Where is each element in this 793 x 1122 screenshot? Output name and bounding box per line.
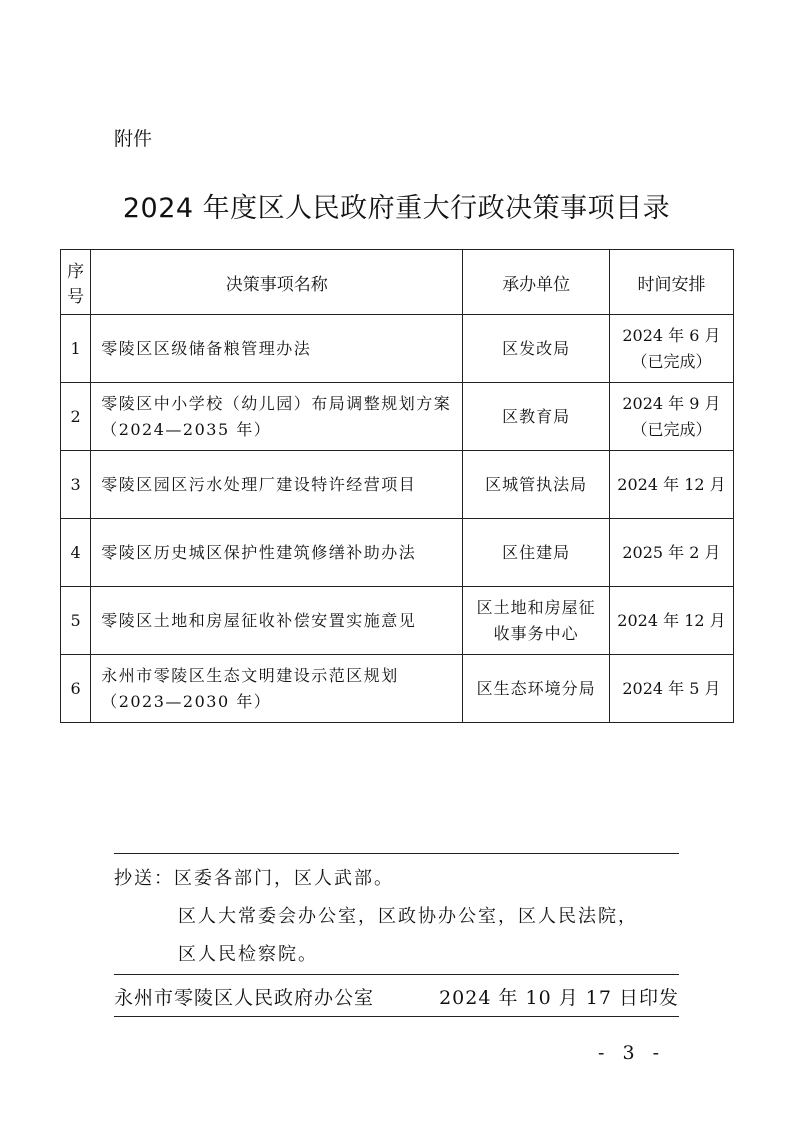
- table-row: [61, 587, 734, 655]
- header-no: 序号: [61, 250, 91, 315]
- row-time-status: （已完成）: [631, 419, 712, 439]
- cc-line-2: 区人大常委会办公室，区政协办公室，区人民法院，: [178, 906, 638, 927]
- document-title: 2024 年度区人民政府重大行政决策事项目录: [122, 193, 671, 224]
- table-row: [61, 519, 734, 587]
- row-name: 零陵区区级储备粮管理办法: [91, 315, 463, 383]
- row-time-date: 2024 年 12 月: [617, 610, 726, 630]
- row-time-date: 2024 年 5 月: [622, 678, 721, 698]
- row-unit: 区发改局: [463, 315, 610, 383]
- footer-bottom-rule: [114, 1016, 679, 1017]
- row-time-date: 2025 年 2 月: [622, 542, 721, 562]
- row-no: 2: [61, 383, 91, 451]
- row-time: [609, 655, 733, 723]
- decision-items-table: [60, 249, 734, 723]
- table-row: [61, 383, 734, 451]
- row-name: 零陵区土地和房屋征收补偿安置实施意见: [91, 587, 463, 655]
- row-no: 1: [61, 315, 91, 383]
- table-header-row: [61, 250, 734, 315]
- issue-line: [114, 975, 679, 1016]
- row-name: 永州市零陵区生态文明建设示范区规划（2023—2030 年）: [91, 655, 463, 723]
- cc-block: [114, 854, 679, 974]
- table-row: [61, 315, 734, 383]
- row-unit: 区生态环境分局: [463, 655, 610, 723]
- cc-line-3: 区人民检察院。: [178, 944, 318, 965]
- row-time-date: 2024 年 9 月: [622, 393, 721, 413]
- header-unit: 承办单位: [463, 250, 610, 315]
- distribution-footer: [114, 853, 679, 1017]
- row-time: [609, 315, 733, 383]
- row-name: 零陵区园区污水处理厂建设特许经营项目: [91, 451, 463, 519]
- table-row: [61, 655, 734, 723]
- page-number: - 3 -: [598, 1042, 666, 1064]
- issuer: 永州市零陵区人民政府办公室: [114, 987, 375, 1009]
- row-no: 6: [61, 655, 91, 723]
- row-no: 4: [61, 519, 91, 587]
- row-time-status: （已完成）: [631, 351, 712, 371]
- row-name: 零陵区中小学校（幼儿园）布局调整规划方案（2024—2035 年）: [91, 383, 463, 451]
- row-time-date: 2024 年 6 月: [622, 325, 721, 345]
- header-name: 决策事项名称: [91, 250, 463, 315]
- row-unit: 区城管执法局: [463, 451, 610, 519]
- cc-line-1: 抄送：区委各部门，区人武部。: [114, 868, 394, 889]
- row-no: 5: [61, 587, 91, 655]
- row-time: [609, 587, 733, 655]
- table-row: [61, 451, 734, 519]
- row-time: [609, 519, 733, 587]
- row-time: [609, 451, 733, 519]
- row-unit: 区教育局: [463, 383, 610, 451]
- attachment-label: 附件: [114, 128, 153, 150]
- row-unit: 区住建局: [463, 519, 610, 587]
- row-time-date: 2024 年 12 月: [617, 474, 726, 494]
- header-time: 时间安排: [609, 250, 733, 315]
- row-unit: 区土地和房屋征收事务中心: [463, 587, 610, 655]
- row-no: 3: [61, 451, 91, 519]
- row-time: [609, 383, 733, 451]
- issue-date: 2024 年 10 月 17 日印发: [439, 987, 679, 1009]
- row-name: 零陵区历史城区保护性建筑修缮补助办法: [91, 519, 463, 587]
